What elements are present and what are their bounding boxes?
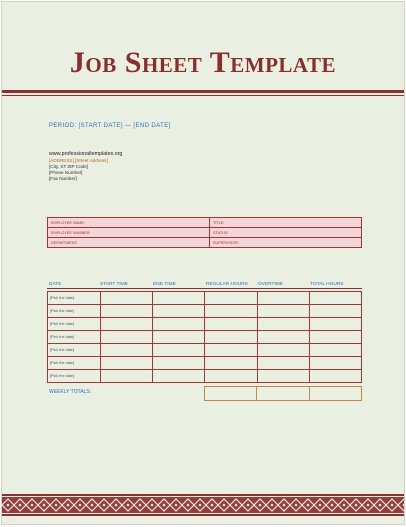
decorative-border	[2, 494, 404, 516]
time-cell[interactable]	[101, 370, 153, 383]
address-text: [ADDRESS] [Street Address]	[49, 157, 108, 163]
weekly-totals-table	[204, 386, 362, 401]
time-cell[interactable]	[257, 318, 309, 331]
period-line: PERIOD: [START DATE] — [END DATE]	[49, 123, 171, 129]
supervisor-field[interactable]: SUPERVISOR:	[210, 238, 362, 248]
time-cell[interactable]	[205, 318, 257, 331]
time-cell[interactable]	[309, 370, 361, 383]
document-page	[1, 1, 405, 525]
table-row	[48, 305, 362, 318]
time-cell[interactable]	[309, 331, 361, 344]
weekly-total-hours-cell[interactable]	[309, 387, 361, 401]
time-cell[interactable]	[257, 344, 309, 357]
table-row	[48, 318, 362, 331]
column-header-overtime: OVERTIME	[258, 282, 283, 287]
time-cell[interactable]	[153, 357, 205, 370]
time-cell[interactable]	[205, 331, 257, 344]
date-cell[interactable]: [Pick the date]	[48, 292, 101, 305]
time-cell[interactable]	[101, 305, 153, 318]
time-cell[interactable]	[309, 318, 361, 331]
employee-number-field[interactable]: EMPLOYEE NUMBER:	[48, 228, 210, 238]
time-cell[interactable]	[101, 357, 153, 370]
time-cell[interactable]	[309, 305, 361, 318]
time-cell[interactable]	[257, 305, 309, 318]
title-field[interactable]: TITLE:	[210, 218, 362, 228]
table-row	[48, 344, 362, 357]
date-cell[interactable]: [Pick the date]	[48, 344, 101, 357]
table-row	[48, 292, 362, 305]
city-text: [City, ST ZIP Code]	[49, 163, 89, 169]
employee-info-row	[48, 228, 362, 238]
timesheet-table	[47, 291, 362, 383]
contact-block	[49, 152, 122, 182]
date-cell[interactable]: [Pick the date]	[48, 357, 101, 370]
time-cell[interactable]	[101, 318, 153, 331]
time-cell[interactable]	[153, 318, 205, 331]
table-row	[48, 331, 362, 344]
table-row	[48, 357, 362, 370]
employee-info-row	[48, 238, 362, 248]
time-cell[interactable]	[153, 292, 205, 305]
time-cell[interactable]	[153, 305, 205, 318]
time-cell[interactable]	[101, 344, 153, 357]
status-field[interactable]: STATUS:	[210, 228, 362, 238]
date-cell[interactable]: [Pick the date]	[48, 331, 101, 344]
employee-info-row	[48, 218, 362, 228]
weekly-regular-hours-cell[interactable]	[205, 387, 257, 401]
column-header-regular-hours: REGULAR HOURS	[206, 282, 248, 287]
employee-name-field[interactable]: EMPLOYEE NAME:	[48, 218, 210, 228]
time-cell[interactable]	[101, 331, 153, 344]
date-cell[interactable]: [Pick the date]	[48, 305, 101, 318]
time-cell[interactable]	[257, 292, 309, 305]
fax-text: [Fax Number]	[49, 175, 77, 181]
time-cell[interactable]	[205, 344, 257, 357]
time-cell[interactable]	[205, 370, 257, 383]
weekly-totals-label: WEEKLY TOTALS:	[49, 389, 92, 395]
time-cell[interactable]	[309, 357, 361, 370]
time-cell[interactable]	[153, 370, 205, 383]
time-cell[interactable]	[257, 370, 309, 383]
column-header-total-hours: TOTAL HOURS	[310, 282, 344, 287]
time-cell[interactable]	[257, 357, 309, 370]
column-header-end-time: END TIME	[153, 282, 176, 287]
time-cell[interactable]	[205, 292, 257, 305]
time-cell[interactable]	[153, 344, 205, 357]
page-title: Job Sheet Template	[69, 46, 337, 79]
header-rule	[47, 288, 362, 289]
phone-text: [Phone Number]	[49, 169, 83, 175]
time-cell[interactable]	[309, 344, 361, 357]
time-cell[interactable]	[205, 357, 257, 370]
department-field[interactable]: DEPARTMENT:	[48, 238, 210, 248]
column-header-date: DATE	[49, 282, 62, 287]
title-rule-thin	[2, 95, 404, 96]
website-text: www.professionaltemplates.org	[49, 151, 123, 157]
time-cell[interactable]	[257, 331, 309, 344]
employee-info-table	[47, 217, 362, 248]
table-row	[48, 370, 362, 383]
time-cell[interactable]	[101, 292, 153, 305]
title-rule-thick	[2, 90, 404, 93]
weekly-overtime-cell[interactable]	[257, 387, 309, 401]
column-header-start-time: START TIME	[100, 282, 128, 287]
date-cell[interactable]: [Pick the date]	[48, 318, 101, 331]
date-cell[interactable]: [Pick the date]	[48, 370, 101, 383]
time-cell[interactable]	[205, 305, 257, 318]
time-cell[interactable]	[153, 331, 205, 344]
time-cell[interactable]	[309, 292, 361, 305]
